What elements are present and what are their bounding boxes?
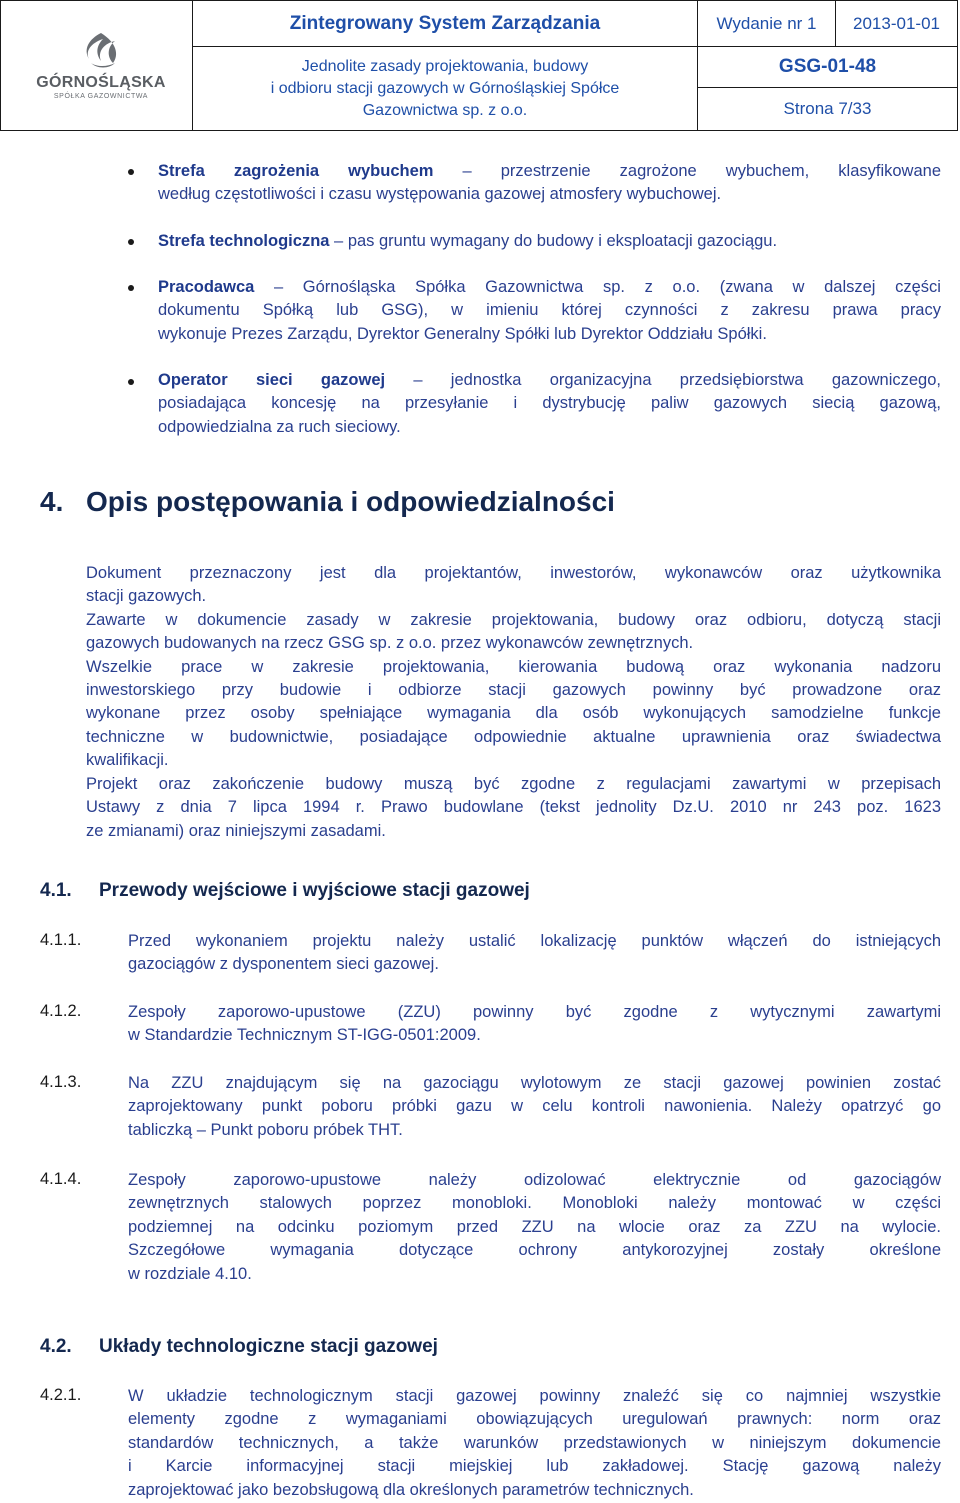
- paragraph-line: ze zmianami) oraz niniejszymi zasadami.: [86, 821, 386, 840]
- definition-text: odpowiedzialna za ruch sieciowy.: [158, 417, 401, 436]
- definition-item: Strefa zagrożenia wybuchem – przestrzenie zagrożone wybuchem, klasyfikowane według częstotliwości i czasu występowania gazowej atmosfery wybuchowej.: [158, 160, 941, 207]
- logo-cell: [1, 1, 193, 130]
- subtitle-line: i odbioru stacji gazowych w Górnośląskiej Spółce: [270, 79, 620, 97]
- definition-text: posiadająca koncesję na przesyłanie i dystrybucję paliw gazowych siecią gazową,: [158, 394, 941, 413]
- paragraph-line: techniczne w budownictwie, posiadające odpowiednie aktualne uprawnienia oraz świadectwa: [86, 727, 941, 746]
- definition-text: wykonuje Prezes Zarządu, Dyrektor Generalny Spółki lub Dyrektor Oddziału Spółki.: [158, 324, 767, 343]
- item-number: 4.1.2.: [40, 1002, 82, 1020]
- header-page-cell: [698, 88, 957, 130]
- logo-subtitle: SPÓŁKA GAZOWNICTWA: [53, 93, 149, 100]
- company-logo: [31, 29, 171, 107]
- subsection-title: Układy technologiczne stacji gazowej: [99, 1336, 438, 1357]
- logo-name: GÓRNOŚLĄSKA: [36, 74, 166, 91]
- document-header: [0, 0, 958, 131]
- bullet-icon: [128, 239, 134, 245]
- item-number: 4.1.3.: [40, 1073, 82, 1091]
- definition-text: według częstotliwości i czasu występowania gazowej atmosfery wybuchowej.: [158, 185, 722, 204]
- numbered-item: Przed wykonaniem projektu należy ustalić lokalizację punktów włączeń do istniejących gazociągów z dysponentem sieci gazowej.: [128, 932, 941, 974]
- definition-text: przestrzenie zagrożone wybuchem, klasyfikowane: [500, 162, 941, 180]
- definition-item: Pracodawca – Górnośląska Spółka Gazownictwa sp. z o.o. (zwana w dalszej części dokumentu Spółką lub GSG), w imieniu której czynności z zakresu prawa pracy wykonuje Prezes Zarządu, Dyrektor Generalny Spółki lub Dyrektor Oddziału Spółki.: [158, 276, 941, 346]
- numbered-item: Zespoły zaporowo-upustowe (ZZU) powinny być zgodne z wytycznymi zawartymi w Standardzie Technicznym ST-IGG-0501:2009.: [128, 1003, 941, 1045]
- numbered-item: Zespoły zaporowo-upustowe należy odizolować elektrycznie od gazociągów zewnętrznych stalowych poprzez monobloki. Monobloki należy montować w części podziemnej na odcinku poziomym przed ZZU na wlocie oraz za ZZU na wylocie. Szczegółowe wymagania dotyczące ochrony antykorozyjnej zostały określone w rozdziale 4.10.: [128, 1171, 941, 1283]
- definition-text: pas gruntu wymagany do budowy i eksploatacji gazociągu.: [347, 232, 778, 250]
- paragraph-line: gazowych budowanych na rzecz GSG sp. z o.o. przez wykonawców zewnętrznych.: [86, 634, 694, 653]
- section-body: [86, 773, 941, 843]
- item-number: 4.2.1.: [40, 1386, 82, 1404]
- subsection-number: 4.1.: [40, 880, 72, 901]
- definition-term: Pracodawca: [158, 278, 255, 296]
- subtitle-line: Jednolite zasady projektowania, budowy: [301, 57, 589, 75]
- page-number: Strona 7/33: [783, 99, 872, 118]
- paragraph-line: Wszelkie prace w zakresie projektowania, kierowania budową oraz wykonania nadzoru: [86, 657, 941, 676]
- header-title-cell: [193, 1, 698, 47]
- numbered-item: Na ZZU znajdującym się na gazociągu wylotowym ze stacji gazowej powinien zostać zaprojektowany punkt poboru próbki gazu w celu kontroli nawonienia. Należy opatrzyć go tabliczką – Punkt poboru próbek THT.: [128, 1074, 941, 1139]
- paragraph-line: stacji gazowych.: [86, 587, 207, 606]
- definition-text: jednostka organizacyjna przedsiębiorstwa gazowniczego,: [450, 371, 941, 389]
- header-code-cell: [698, 47, 957, 88]
- numbered-item: W układzie technologicznym stacji gazowej powinny znaleźć się co najmniej wszystkie elementy zgodne z wymaganiami obowiązujących uregulowań prawnych: norm oraz standardów technicznych, a także warunków przedstawionych w niniejszym dokumencie i Karcie informacyjnej stacji miejskiej lub zakładowej. Stację gazową należy zaprojektować jako bezobsługową dla określonych parametrów technicznych.: [128, 1387, 941, 1499]
- paragraph-line: Projekt oraz zakończenie budowy muszą być zgodne z regulacjami zawartymi w przepisach: [86, 775, 941, 793]
- bullet-icon: [128, 379, 134, 385]
- bullet-icon: [128, 169, 134, 175]
- subsection-title: Przewody wejściowe i wyjściowe stacji gazowej: [99, 880, 530, 901]
- item-number: 4.1.1.: [40, 931, 82, 949]
- header-date-cell: [836, 1, 957, 47]
- paragraph-line: Dokument przeznaczony jest dla projektantów, inwestorów, wykonawców oraz użytkownika: [86, 564, 941, 582]
- system-title: Zintegrowany System Zarządzania: [289, 12, 601, 34]
- header-subtitle-cell: [193, 47, 698, 130]
- section-number: 4.: [40, 486, 64, 517]
- issue-date: 2013-01-01: [853, 13, 940, 33]
- definition-text: dokumentu Spółką lub GSG), w imieniu której czynności z zakresu prawa pracy: [158, 301, 941, 320]
- edition: Wydanie nr 1: [716, 13, 817, 33]
- flame-icon: [31, 29, 171, 73]
- paragraph-line: wykonane przez osoby spełniające wymagania dla osób wykonujących samodzielne funkcje: [86, 704, 941, 723]
- paragraph-line: kwalifikacji.: [86, 751, 169, 770]
- header-edition-cell: [698, 1, 836, 47]
- definition-term: Strefa zagrożenia wybuchem: [158, 162, 434, 180]
- document-code: GSG-01-48: [778, 56, 877, 77]
- definition-item: Operator sieci gazowej – jednostka organizacyjna przedsiębiorstwa gazowniczego, posiadająca koncesję na przesyłanie i dystrybucję paliw gazowych siecią gazową, odpowiedzialna za ruch sieciowy.: [158, 369, 941, 439]
- paragraph-line: Ustawy z dnia 7 lipca 1994 r. Prawo budowlane (tekst jednolity Dz.U. 2010 nr 243 poz. 1623: [86, 798, 941, 817]
- subsection-number: 4.2.: [40, 1336, 72, 1357]
- definition-term: Strefa technologiczna: [158, 232, 330, 250]
- section-title: Opis postępowania i odpowiedzialności: [86, 486, 615, 517]
- section-body: [86, 562, 941, 773]
- definition-term: Operator sieci gazowej: [158, 371, 386, 389]
- definition-item: Strefa technologiczna – pas gruntu wymagany do budowy i eksploatacji gazociągu.: [158, 232, 778, 250]
- subtitle-line: Gazownictwa sp. z o.o.: [362, 101, 528, 119]
- paragraph-line: inwestorskiego przy budowie i odbiorze stacji gazowych powinny być prowadzone oraz: [86, 681, 941, 700]
- item-number: 4.1.4.: [40, 1170, 82, 1188]
- definition-text: Górnośląska Spółka Gazownictwa sp. z o.o. (zwana w dalszej części: [302, 278, 941, 296]
- bullet-icon: [128, 285, 134, 291]
- paragraph-line: Zawarte w dokumencie zasady w zakresie projektowania, budowy oraz odbioru, dotyczą stacji: [86, 610, 941, 629]
